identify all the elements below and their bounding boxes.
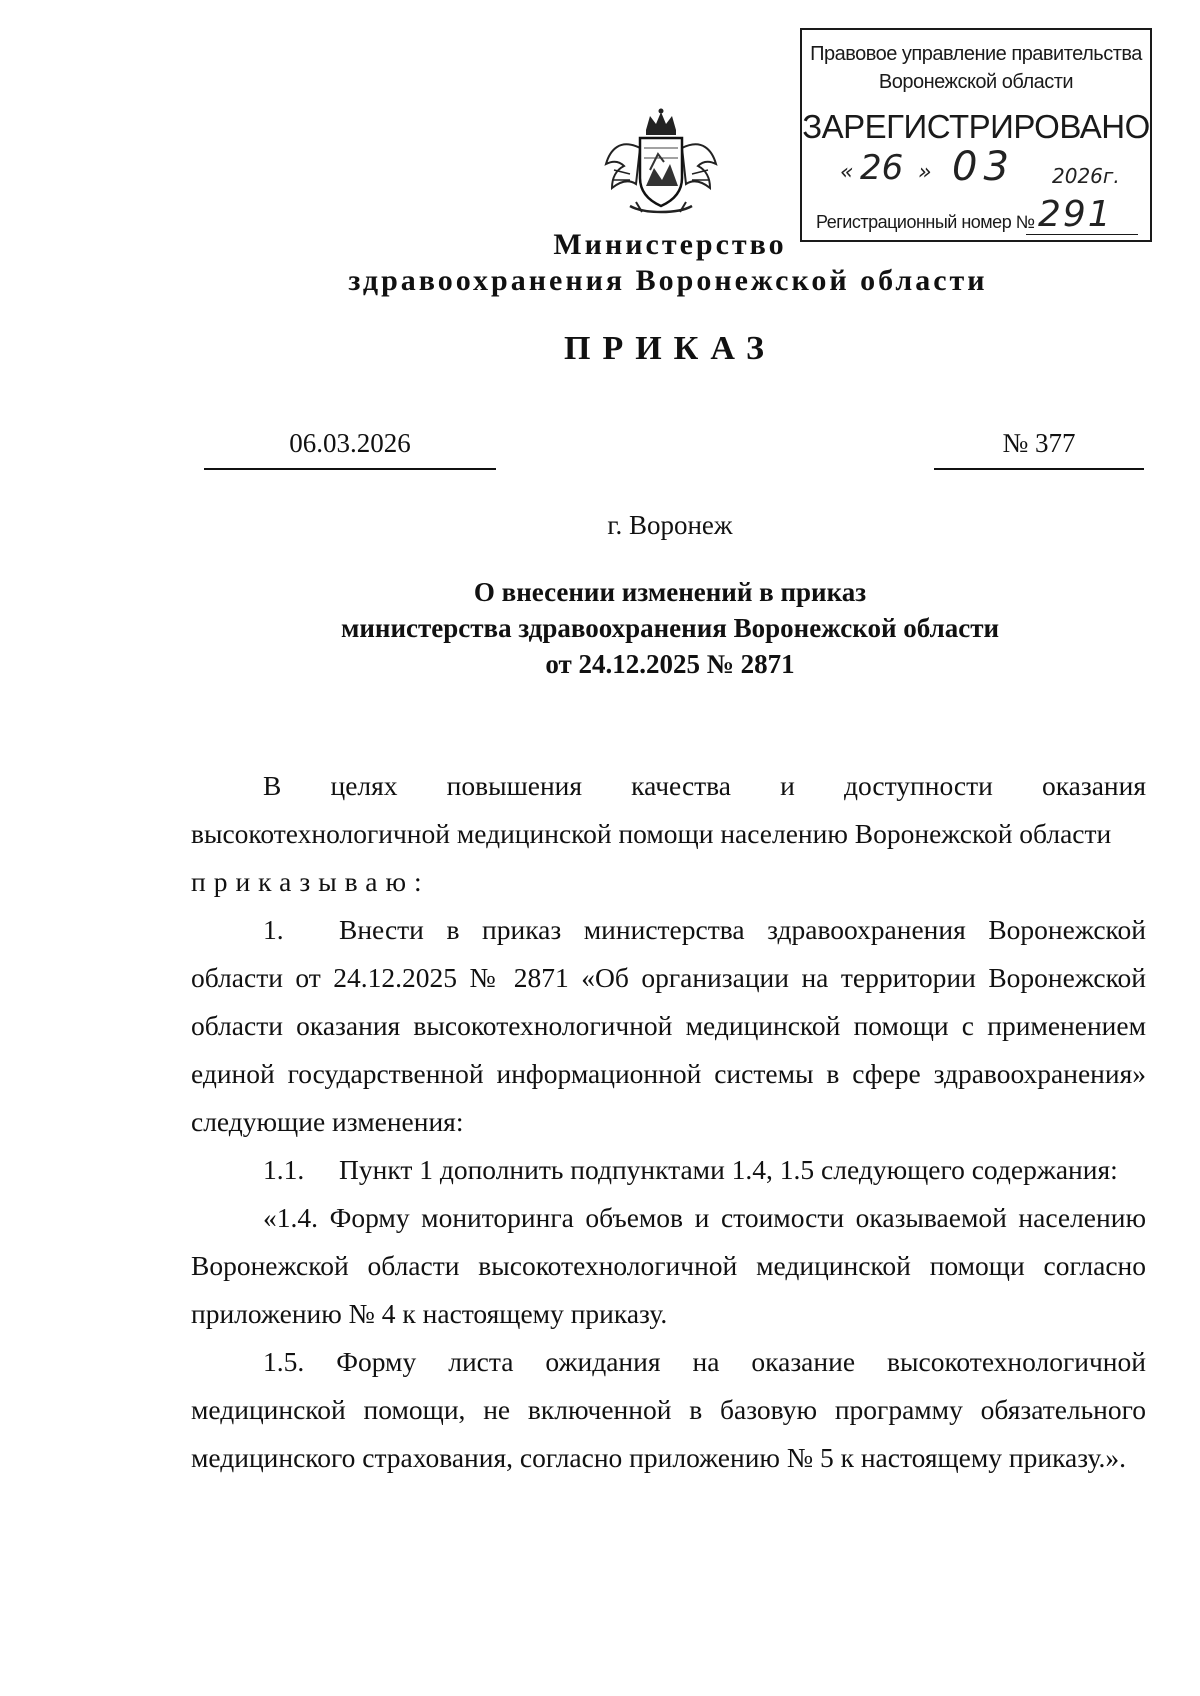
item-1-1-text: Пункт 1 дополнить подпунктами 1.4, 1.5 следующего содержания:	[339, 1154, 1118, 1185]
item-1-5-paragraph: 1.5. Форму листа ожидания на оказание высокотехнологичной медицинской помощи, не включенной в базовую программу обязательного медицинского страхования, согласно приложению № 5 к настоящему приказу.».	[191, 1346, 1146, 1473]
stamp-day: 26	[860, 148, 904, 188]
item-1-1-paragraph	[191, 1146, 1146, 1194]
coat-of-arms-icon	[600, 108, 722, 218]
registration-stamp	[800, 28, 1152, 242]
stamp-department-line2: Воронежской области	[878, 71, 1074, 93]
document-type-title: ПРИКАЗ	[564, 330, 776, 367]
stamp-registered-label: ЗАРЕГИСТРИРОВАНО	[802, 108, 1150, 145]
city: г. Воронеж	[607, 510, 733, 540]
item-1-number: 1.	[263, 914, 284, 945]
order-number: № 377	[1002, 428, 1076, 458]
ministry-name-line1: Министерство	[553, 228, 787, 261]
item-1-text: Внести в приказ министерства здравоохранения Воронежской области от 24.12.2025 № 2871 «Об организации на территории Воронежской области оказания высокотехнологичной медицинской помощи с применением единой государственной информационной системы в сфере здравоохранения» следующие изменения:	[191, 914, 1146, 1137]
order-date: 06.03.2026	[289, 428, 411, 458]
order-directive-word: приказываю:	[191, 866, 430, 897]
item-1-paragraph	[191, 906, 1146, 1146]
stamp-quote-close: »	[918, 160, 932, 185]
subject-line3: от 24.12.2025 № 2871	[545, 649, 795, 679]
ministry-name-line2: здравоохранения Воронежской области	[348, 264, 988, 297]
item-1-4-paragraph: «1.4. Форму мониторинга объемов и стоимости оказываемой населению Воронежской области высокотехнологичной медицинской помощи согласно приложению № 4 к настоящему приказу.	[191, 1202, 1146, 1329]
order-number-underline	[934, 468, 1144, 470]
stamp-department	[802, 40, 1150, 96]
item-1-1-number: 1.1.	[263, 1154, 305, 1185]
stamp-department-line1: Правовое управление правительства	[810, 43, 1142, 65]
order-directive	[191, 858, 1146, 906]
order-body	[191, 762, 1146, 1482]
stamp-number-label: Регистрационный номер №	[816, 212, 1035, 232]
subject-line2: министерства здравоохранения Воронежской области	[340, 613, 1000, 643]
stamp-quote-open: «	[840, 160, 854, 185]
stamp-year: 2026г.	[1052, 164, 1120, 188]
subject-line1: О внесении изменений в приказ	[473, 577, 867, 607]
order-subject	[0, 574, 1200, 682]
order-date-underline	[204, 468, 496, 470]
preamble-paragraph: В целях повышения качества и доступности оказания высокотехнологичной медицинской помощи населению Воронежской области	[191, 770, 1146, 849]
stamp-registration-number: 291	[1038, 194, 1113, 235]
stamp-month: 03	[952, 144, 1015, 190]
